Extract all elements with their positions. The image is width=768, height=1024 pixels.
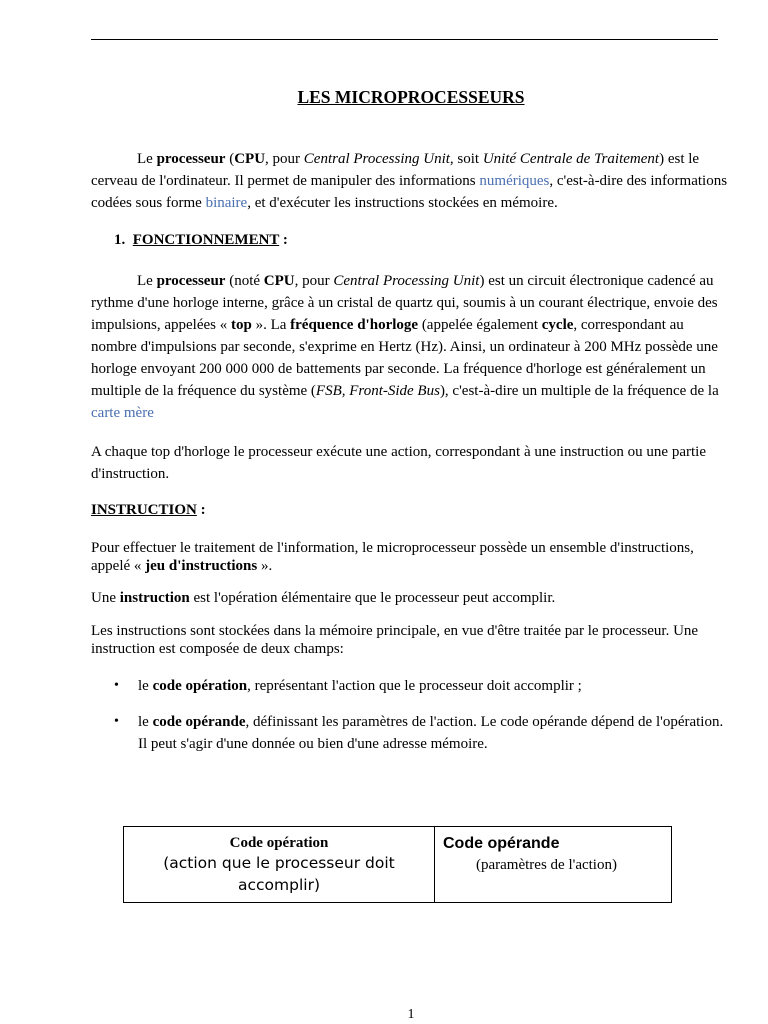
table-cell-code-operande [435, 827, 672, 903]
section-label: INSTRUCTION [91, 502, 197, 518]
top-paragraph: A chaque top d'horloge le processeur exécute une action, correspondant à une instruction ou une partie d'instruction. [91, 444, 706, 482]
table-cell-code-operation [124, 827, 435, 903]
bullet-marker: • [114, 678, 119, 693]
italic-term: FSB, Front-Side Bus [315, 383, 440, 399]
bold-term: CPU [234, 151, 266, 167]
bold-term: code opération [152, 678, 248, 694]
cell-description: (paramètres de l'action) [476, 857, 617, 873]
text-run: ) est un circuit électronique cadencé au rythme d'une horloge interne, grâce à un cristal de quartz qui, soumis à un courant électrique, envoie des impulsions, appelées « [91, 273, 718, 333]
section-heading-instruction [91, 502, 206, 519]
text-run: Une [91, 590, 120, 606]
instruction-paragraph-3: Les instructions sont stockées dans la mémoire principale, en vue d'être traitée par le processeur. Une instruction est composée de deux champs: [91, 623, 699, 657]
text-run: , soit [449, 151, 483, 167]
italic-term: Central Processing Unit [333, 273, 480, 289]
link-binaire[interactable]: binaire [205, 195, 248, 211]
text-run: , et d'exécuter les instructions stockées en mémoire. [247, 195, 558, 211]
cell-description: (action que le processeur doit accomplir) [163, 854, 395, 894]
bold-term: code opérande [152, 714, 246, 730]
text-run: , pour [294, 273, 334, 289]
instruction-paragraph-1 [91, 539, 731, 575]
intro-paragraph [91, 148, 731, 214]
text-run: ) est le cerveau de l'ordinateur. Il permet de manipuler des informations [91, 151, 700, 189]
text-run: , définissant les paramètres de l'action. Le code opérande dépend de l'opération. Il peut s'agir d'une donnée ou bien d'une adresse mémoire. [138, 714, 724, 752]
text-run: le [138, 714, 153, 730]
document-title: LES MICROPROCESSEURS [297, 87, 525, 107]
text-run: , c'est-à-dire des informations codées sous forme [91, 173, 728, 211]
section-number: 1. [114, 232, 126, 248]
text-run: (noté [225, 273, 264, 289]
bold-term: fréquence d'horloge [290, 317, 419, 333]
bold-term: top [230, 317, 252, 333]
bold-term: cycle [541, 317, 574, 333]
italic-term: Unité Centrale de Traitement [482, 151, 660, 167]
instruction-fields-table [123, 826, 672, 903]
bold-term: jeu d'instructions [145, 558, 258, 574]
text-run: ), c'est-à-dire un multiple de la fréquence de la [439, 383, 719, 399]
bullet-item-code-operation [138, 675, 728, 697]
text-run: ». La [251, 317, 291, 333]
section-label: FONCTIONNEMENT [132, 232, 280, 248]
text-run: , pour [265, 151, 304, 167]
text-run: ( [225, 151, 235, 167]
section-suffix: : [279, 232, 288, 248]
text-run: est l'opération élémentaire que le processeur peut accomplir. [189, 590, 556, 606]
text-run: , correspondant au nombre d'impulsions par seconde, s'exprime en Hertz (Hz). Ainsi, un ordinateur à 200 MHz possède une horloge envoyant 200 000 000 de battements par seconde. La fréquence d'horloge est généralement un multiple de la fréquence du système ( [91, 317, 718, 399]
header-rule [91, 39, 718, 40]
italic-term: Central Processing Unit [303, 151, 450, 167]
section-heading-fonctionnement [114, 232, 288, 249]
bullet-item-code-operande [138, 711, 728, 755]
bold-term: processeur [156, 273, 226, 289]
fonctionnement-paragraph [91, 270, 731, 424]
bold-term: processeur [156, 151, 226, 167]
table-row [124, 827, 672, 903]
text-run: Le [137, 273, 157, 289]
text-run: (appelée également [418, 317, 542, 333]
page-number: 1 [407, 1007, 415, 1022]
section-suffix: : [196, 502, 206, 518]
instruction-paragraph-2 [91, 589, 731, 607]
bold-term: instruction [119, 590, 190, 606]
text-run: , représentant l'action que le processeur doit accomplir ; [247, 678, 582, 694]
text-run: le [138, 678, 153, 694]
bold-term: CPU [263, 273, 295, 289]
cell-heading: Code opérande [443, 835, 560, 852]
bullet-marker: • [114, 714, 119, 729]
text-run: ». [257, 558, 273, 574]
text-run: Le [137, 151, 157, 167]
cell-heading: Code opération [229, 835, 329, 851]
link-numeriques[interactable]: numériques [479, 173, 550, 189]
text-run: Pour effectuer le traitement de l'information, le microprocesseur possède un ensemble d'instructions, appelé « [91, 540, 694, 574]
link-carte-mere[interactable]: carte mère [91, 405, 154, 421]
